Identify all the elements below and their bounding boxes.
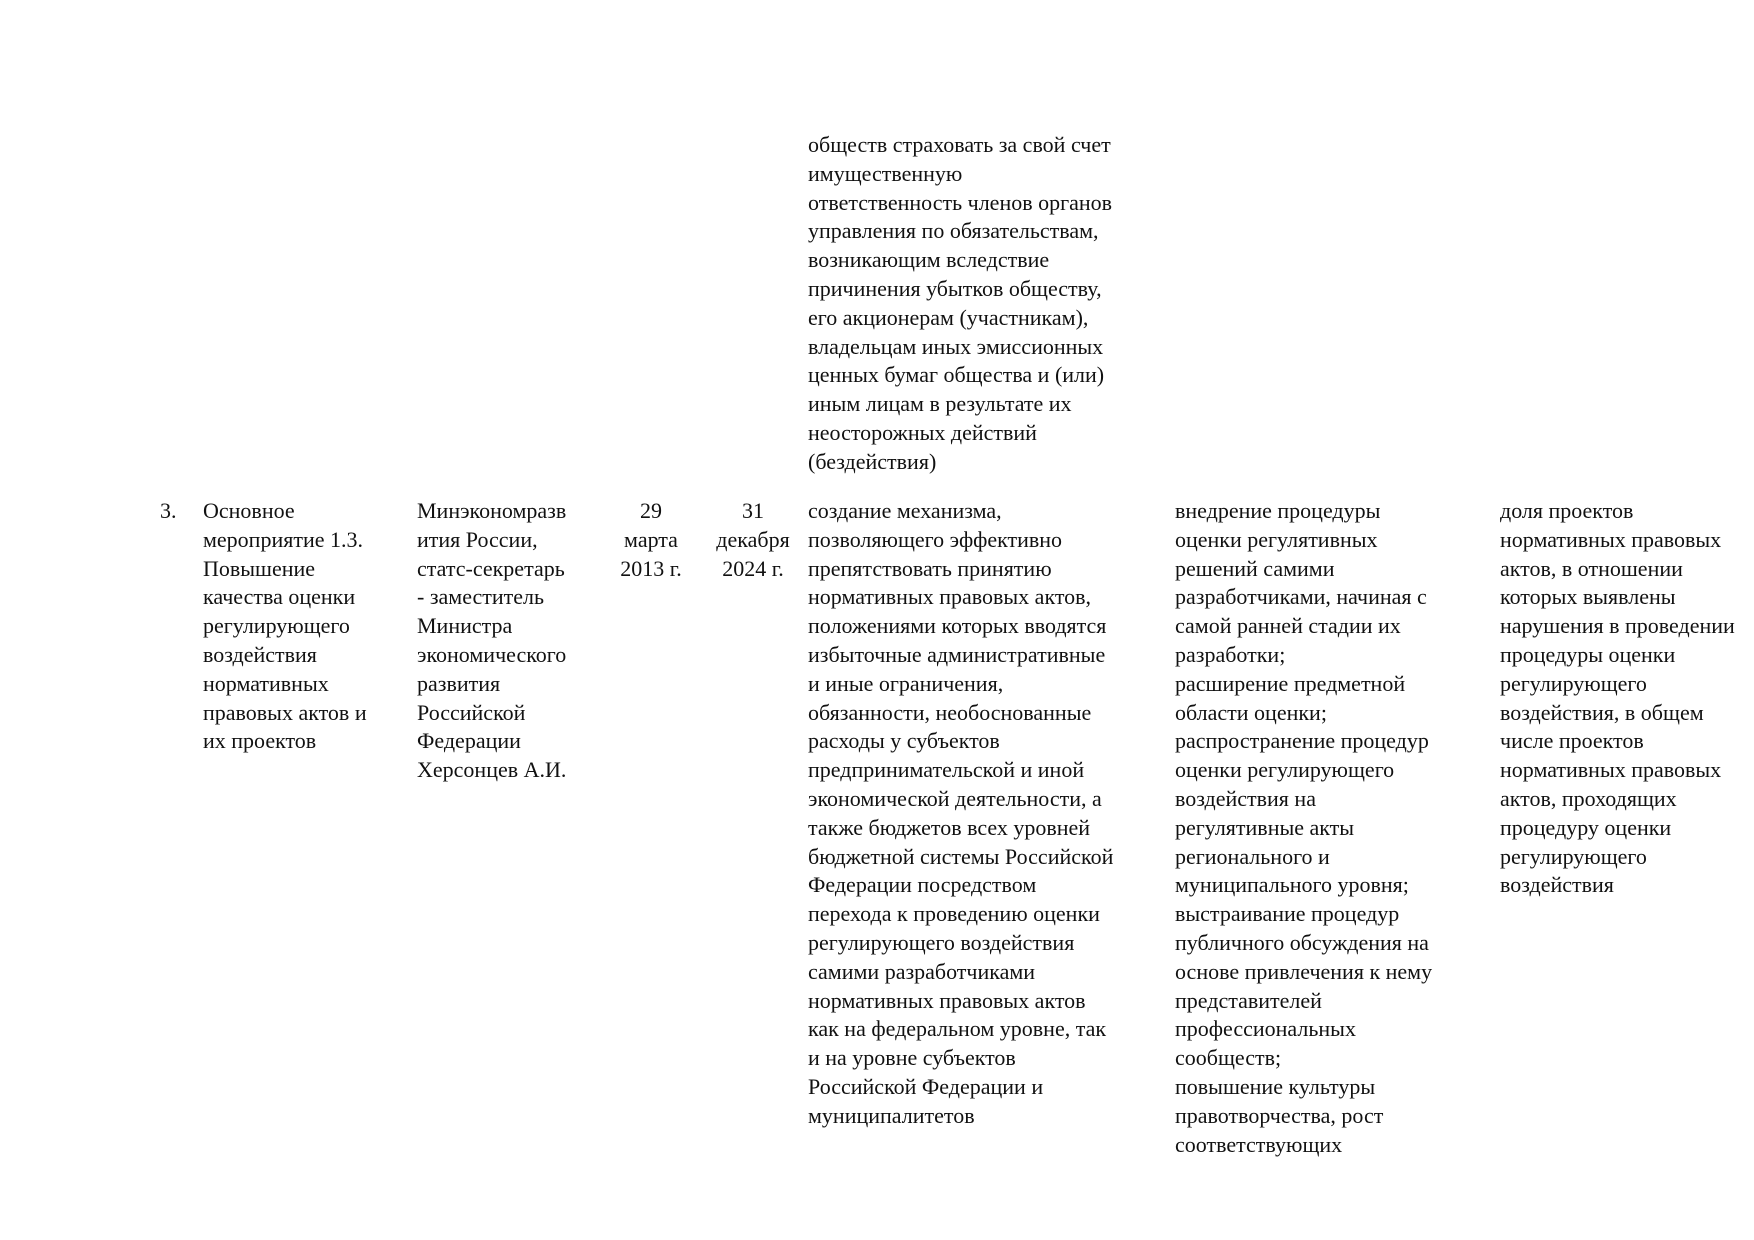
text-line: профессиональных xyxy=(1175,1016,1356,1042)
text-line: перехода к проведению оценки xyxy=(808,901,1100,927)
text-line: качества оценки xyxy=(203,584,356,610)
text-line: (бездействия) xyxy=(808,448,937,474)
text-line: правотворчества, рост xyxy=(1175,1102,1384,1128)
text-line: Основное xyxy=(203,498,295,523)
text-line: декабря xyxy=(716,526,790,552)
text-line: правовых актов и xyxy=(203,699,367,725)
text-line: 31 xyxy=(742,498,764,523)
text-line: Федерации посредством xyxy=(808,872,1037,898)
text-line: препятствовать принятию xyxy=(808,555,1052,581)
text-line: актов, проходящих xyxy=(1500,785,1677,811)
text-line: развития xyxy=(417,670,501,696)
text-line: бюджетной системы Российской xyxy=(808,843,1114,869)
text-line: регионального и xyxy=(1175,843,1330,869)
text-line: 2013 г. xyxy=(620,555,682,581)
text-line: самой ранней стадии их xyxy=(1175,613,1401,639)
text-line: нормативных xyxy=(203,670,329,696)
text-line: экономической деятельности, а xyxy=(808,785,1102,811)
text-line: Херсонцев А.И. xyxy=(417,757,567,783)
text-line: - заместитель xyxy=(417,584,545,610)
text-line: выстраивание процедур xyxy=(1175,901,1400,927)
text-line: муниципалитетов xyxy=(808,1102,975,1128)
text-line: иным лицам в результате их xyxy=(808,391,1072,417)
text-line: соответствующих xyxy=(1175,1131,1343,1157)
text-line: 2024 г. xyxy=(722,555,784,581)
text-line: обязанности, необоснованные xyxy=(808,699,1092,725)
text-line: процедуры оценки xyxy=(1500,641,1676,667)
text-line: регулятивные акты xyxy=(1175,814,1355,840)
text-line: обществ страховать за свой счет xyxy=(808,132,1111,157)
text-line: марта xyxy=(624,526,678,552)
text-line: доля проектов xyxy=(1500,498,1634,523)
text-line: Повышение xyxy=(203,555,316,581)
text-line: и иные ограничения, xyxy=(808,670,1004,696)
text-line: его акционерам (участникам), xyxy=(808,304,1089,330)
text-line: создание механизма, xyxy=(808,498,1002,523)
text-line: воздействия xyxy=(1500,872,1614,898)
continuation-cell xyxy=(808,131,1168,477)
text-line: сообществ; xyxy=(1175,1045,1282,1071)
text-line: разработчиками, начиная с xyxy=(1175,584,1427,610)
text-line: Российской Федерации и xyxy=(808,1073,1044,1099)
row-number: 3. xyxy=(160,498,177,523)
responsible-cell xyxy=(417,497,597,785)
text-line: 29 xyxy=(640,498,662,523)
text-line: неосторожных действий xyxy=(808,419,1037,445)
text-line: расходы у субъектов xyxy=(808,728,1000,754)
text-line: Федерации xyxy=(417,728,521,754)
text-line: их проектов xyxy=(203,728,317,754)
text-line: муниципального уровня; xyxy=(1175,872,1409,898)
text-line: и на уровне субъектов xyxy=(808,1045,1016,1071)
text-line: имущественную xyxy=(808,160,963,186)
text-line: решений самими xyxy=(1175,555,1335,581)
event-name-cell xyxy=(203,497,403,756)
text-line: публичного обсуждения на xyxy=(1175,929,1429,955)
text-line: нормативных правовых xyxy=(1500,757,1722,783)
text-line: предпринимательской и иной xyxy=(808,757,1085,783)
expected-result-cell xyxy=(808,497,1168,1131)
text-line: владельцам иных эмиссионных xyxy=(808,333,1104,359)
text-line: разработки; xyxy=(1175,641,1286,667)
text-line: регулирующего воздействия xyxy=(808,929,1075,955)
text-line: повышение культуры xyxy=(1175,1073,1376,1099)
text-line: воздействия xyxy=(203,641,317,667)
text-line: области оценки; xyxy=(1175,699,1327,725)
text-line: Российской xyxy=(417,699,526,725)
text-line: самими разработчиками xyxy=(808,958,1036,984)
text-line: оценки регулирующего xyxy=(1175,757,1395,783)
text-line: как на федеральном уровне, так xyxy=(808,1016,1107,1042)
text-line: воздействия на xyxy=(1175,785,1316,811)
text-line: нормативных правовых xyxy=(1500,526,1722,552)
text-line: ития России, xyxy=(417,526,538,552)
text-line: воздействия, в общем xyxy=(1500,699,1704,725)
text-line: оценки регулятивных xyxy=(1175,526,1378,552)
text-line: нормативных правовых актов xyxy=(808,987,1086,1013)
text-line: нарушения в проведении xyxy=(1500,613,1735,639)
text-line: процедуру оценки xyxy=(1500,814,1672,840)
text-line: расширение предметной xyxy=(1175,670,1406,696)
text-line: положениями которых вводятся xyxy=(808,613,1107,639)
text-line: регулирующего xyxy=(1500,670,1647,696)
text-line: также бюджетов всех уровней xyxy=(808,814,1091,840)
text-line: Министра xyxy=(417,613,513,639)
text-line: распространение процедур xyxy=(1175,728,1429,754)
text-line: внедрение процедуры xyxy=(1175,498,1381,523)
text-line: позволяющего эффективно xyxy=(808,526,1063,552)
indicator-cell xyxy=(1500,497,1754,900)
text-line: представителей xyxy=(1175,987,1322,1013)
text-line: возникающим вследствие xyxy=(808,247,1050,273)
text-line: ответственность членов органов xyxy=(808,189,1113,215)
text-line: регулирующего xyxy=(1500,843,1647,869)
text-line: регулирующего xyxy=(203,613,350,639)
text-line: основе привлечения к нему xyxy=(1175,958,1433,984)
text-line: Минэкономразв xyxy=(417,498,567,523)
end-date-cell xyxy=(705,497,801,583)
start-date-cell xyxy=(608,497,694,583)
text-line: ценных бумаг общества и (или) xyxy=(808,362,1105,388)
text-line: которых выявлены xyxy=(1500,584,1676,610)
text-line: мероприятие 1.3. xyxy=(203,526,364,552)
text-line: причинения убытков обществу, xyxy=(808,275,1102,301)
text-line: управления по обязательствам, xyxy=(808,218,1099,244)
text-line: нормативных правовых актов, xyxy=(808,584,1092,610)
text-line: актов, в отношении xyxy=(1500,555,1683,581)
text-line: избыточные административные xyxy=(808,641,1106,667)
text-line: статс-секретарь xyxy=(417,555,565,581)
main-directions-cell xyxy=(1175,497,1475,1159)
text-line: числе проектов xyxy=(1500,728,1644,754)
text-line: экономического xyxy=(417,641,567,667)
